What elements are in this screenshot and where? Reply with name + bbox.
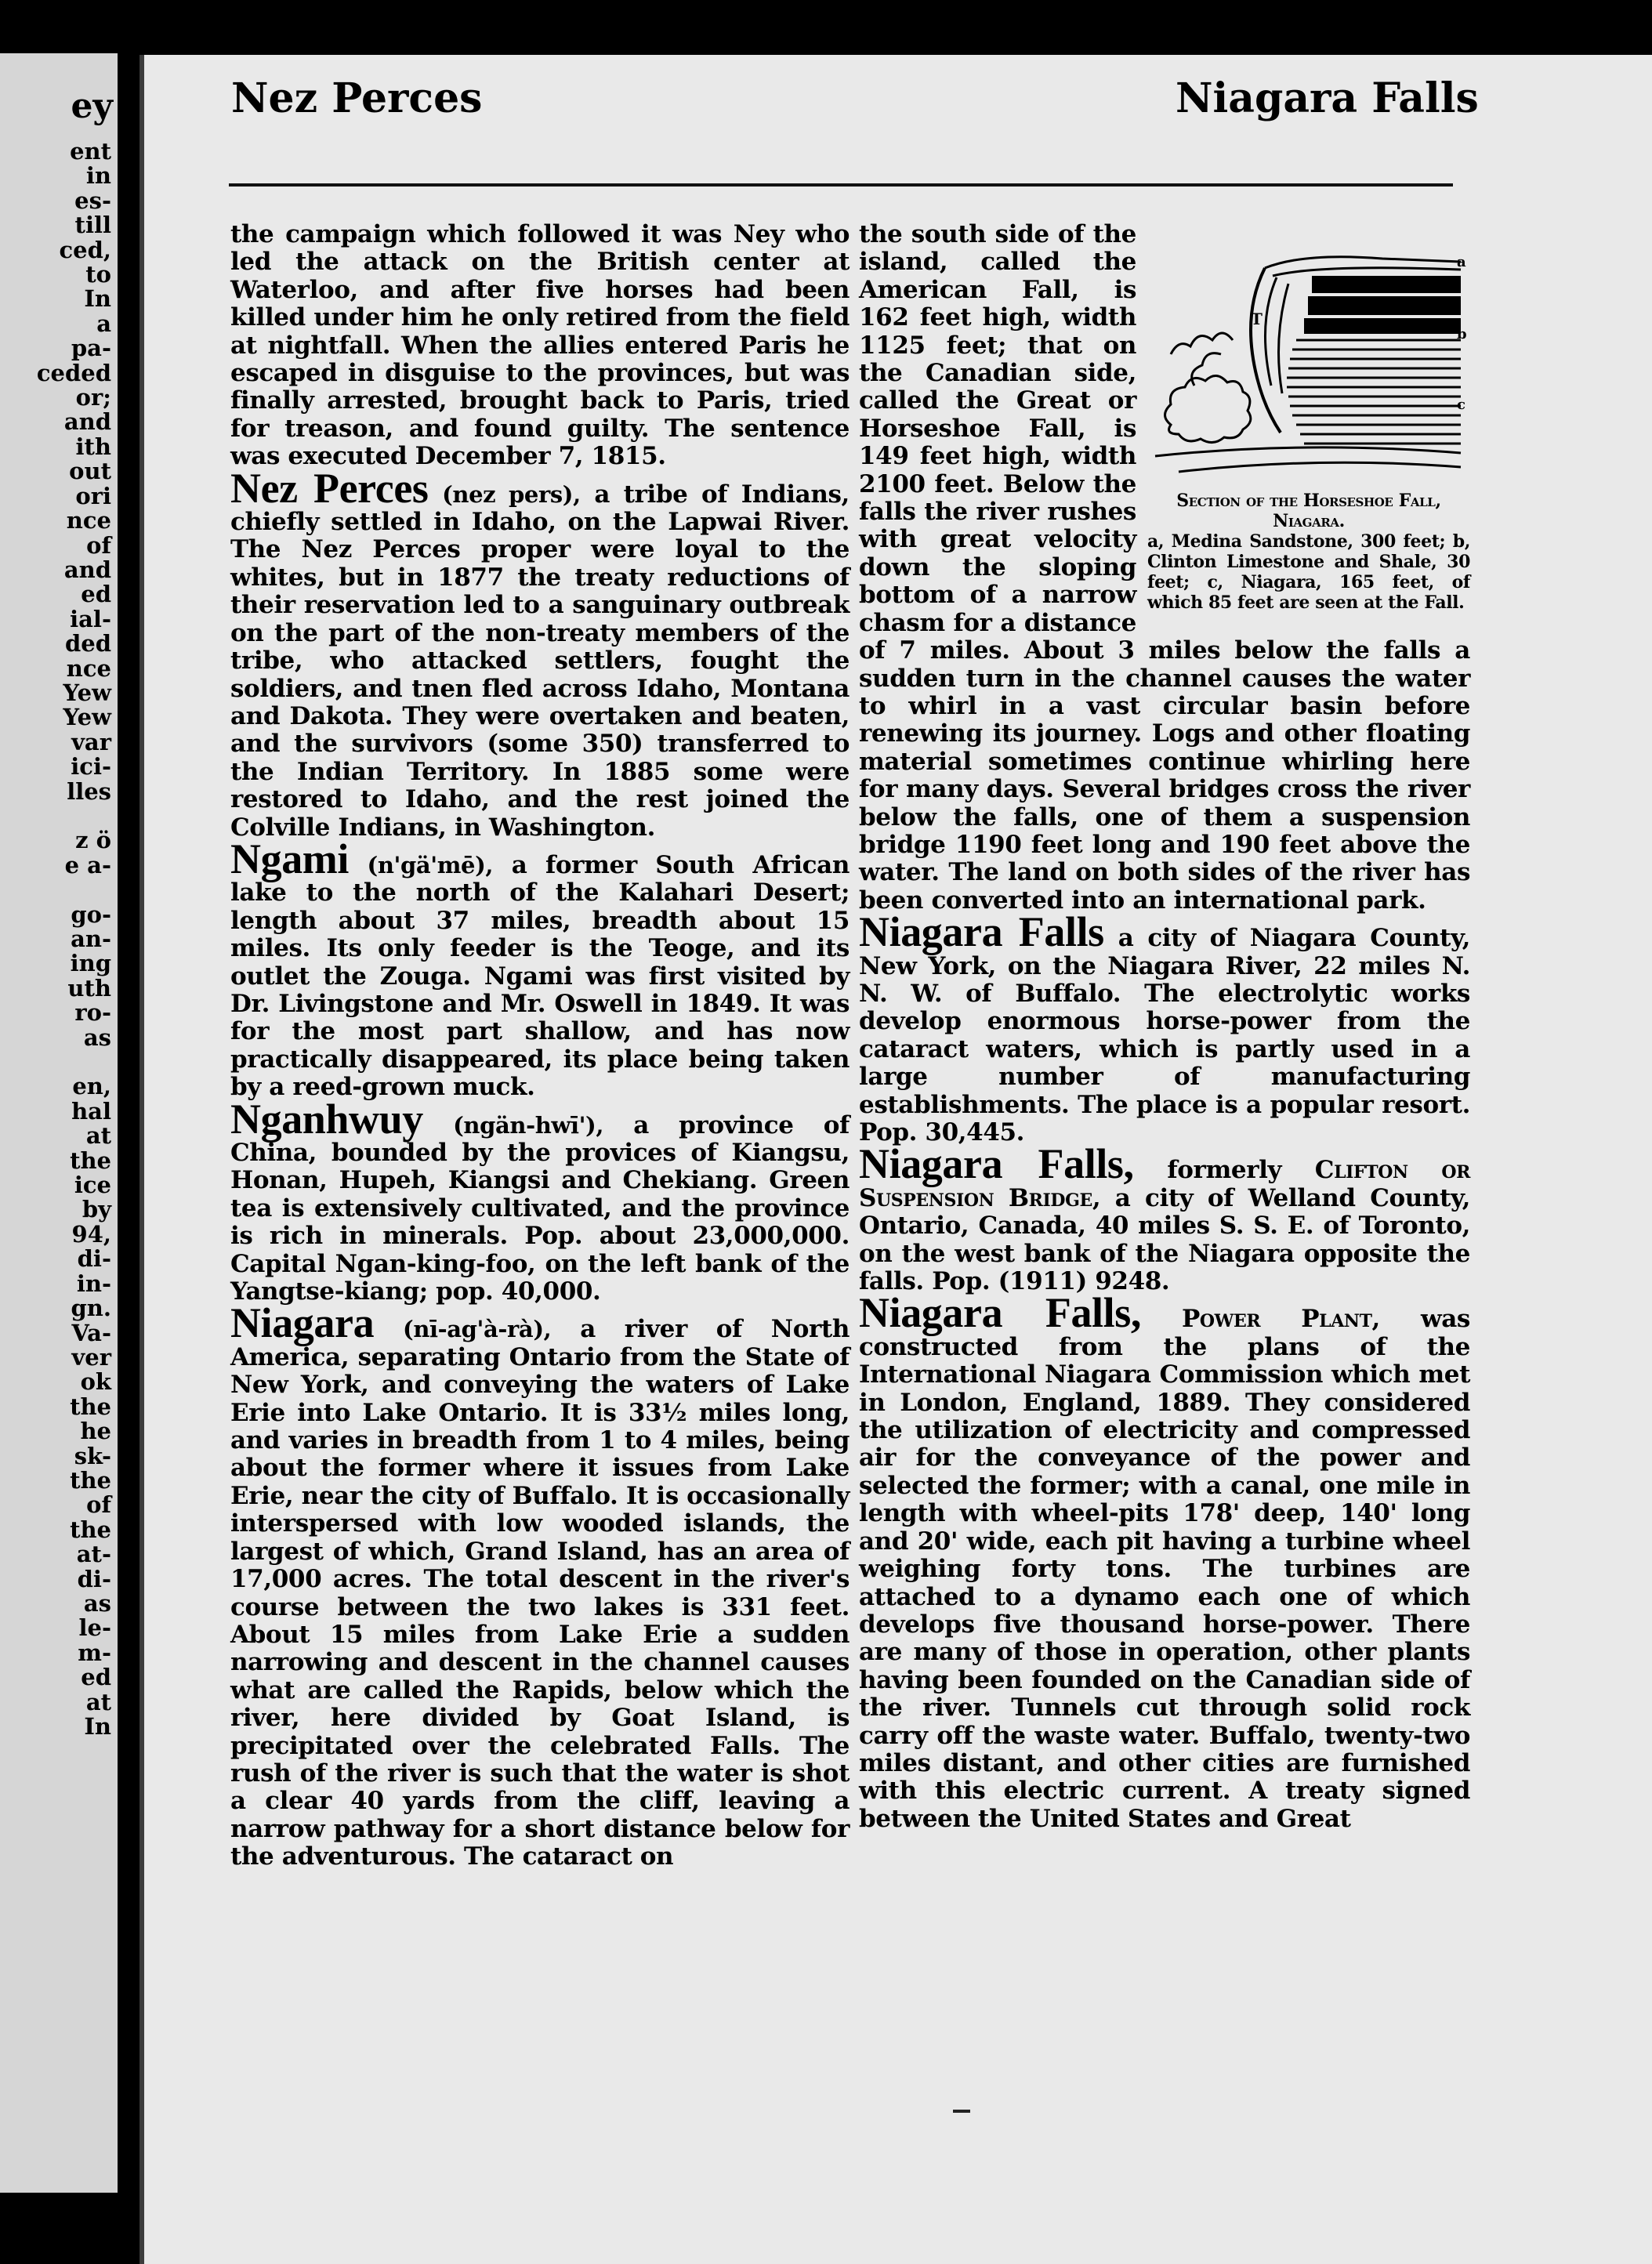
entry-text-prefix: formerly [1167, 1156, 1282, 1185]
footer-dash [953, 2110, 970, 2113]
previous-page-line-fragment: di- [77, 1245, 111, 1273]
right-column [859, 221, 1470, 1833]
entry-former-name: Clifton or Suspension Bridge, [859, 1156, 1471, 1212]
previous-page-line-fragment: In [84, 285, 111, 313]
entry-text: a river of North America, separating Ontario from the State of New York, and conveying the waters of Lake Erie into Lake Ontario. It is 33½ miles long, and varies in breadth from 1 to 4 miles, being about the former where it issues from Lake Erie, near the city of Buffalo. It is occasionally interspersed with low wooded islands, the largest of which, Grand Island, has an area of 17,000 acres. The total descent in the river's course between the two lakes is 331 feet. About 15 miles from Lake Erie a sudden narrowing and descent in the channel causes what are called the Rapids, below which the river, here divided by Goat Island, is precipitated over the celebrated Falls. The rush of the river is such that the water is shot a clear 40 yards from the cliff, leaving a narrow pathway for a short distance below for the adventurous. The cataract on [230, 1315, 850, 1871]
previous-page-line-fragment: he [80, 1418, 111, 1445]
previous-page-line-fragment: of [86, 531, 111, 559]
entry-text: a province of China, bounded by the provices of Kiangsu, Honan, Hupeh, Kiangsi and Chekiang. Green tea is extensively cultivated, and the province is rich in minerals. Pop. about 23,000,000. Capital Ngan-king-foo, on the left bank of the Yangtse-kiang; pop. 40,000. [230, 1110, 850, 1306]
previous-page-line-fragment [33, 1050, 111, 1074]
previous-page-line-fragment: Yew [63, 704, 111, 731]
previous-page-line-fragment: nce [66, 507, 111, 534]
left-column [230, 221, 850, 1871]
previous-page-line-fragment: ceded [36, 359, 111, 386]
previous-page-line-fragment: go- [71, 900, 111, 928]
previous-page-line-fragment: ed [81, 581, 111, 608]
svg-text:a: a [1457, 254, 1466, 270]
previous-page-line-fragment: the [70, 1146, 111, 1174]
previous-page-line-fragment: en, [72, 1073, 111, 1100]
horseshoe-fall-section-illustration [1147, 221, 1470, 487]
previous-page-line-fragment: pa- [71, 335, 111, 362]
previous-page-line-fragment: at [85, 1688, 111, 1715]
previous-page-line-fragment: z ö [75, 827, 111, 854]
previous-page-line-fragment: m- [78, 1639, 111, 1666]
previous-page-line-fragment: the [70, 1466, 111, 1494]
entry-text: a city of Niagara County, New York, on the Niagara River, 22 miles N. N. W. of Buffalo. The electrolytic works develop enormous horse-power from the cataract waters, which is partly used in a large number of manufacturing establishments. The place is a popular resort. Pop. 30,445. [859, 924, 1470, 1146]
header-rule [229, 183, 1453, 187]
previous-page-line-fragment: ded [64, 630, 111, 657]
entry-niagara [230, 1299, 850, 1871]
previous-page-line-fragment: gn. [71, 1295, 111, 1322]
previous-page-edge [0, 53, 118, 2193]
previous-page-line-fragment: ent [70, 138, 111, 165]
entry-text: was constructed from the plans of the International Niagara Commission which met in London, England, 1889. They considered the utilization of electricity and compressed air for the conveyance of the power and selected the former; with a canal, one mile in length with wheel-pits 178' deep, 140' long and 20' wide, each pit having a turbine wheel weighing forty tons. The turbines are attached to a dynamo each one of which develops five thousand horse-power. There are many of those in operation, other plants having been founded on the Canadian side of the river. Tunnels cut through solid rock carry off the waste water. Buffalo, twenty-two miles distant, and other cities are furnished with this electric current. A treaty signed between the United States and Great [859, 1305, 1470, 1833]
previous-page-line-fragment: as [83, 1589, 111, 1617]
previous-page-line-fragment: a [96, 310, 111, 337]
previous-page-line-fragment: at- [76, 1541, 111, 1568]
previous-page-line-fragment: the [70, 1516, 111, 1543]
previous-page-line-fragment: ice [74, 1172, 111, 1199]
previous-page-line-fragment: ver [71, 1343, 111, 1371]
previous-page-line-fragment: ith [75, 433, 111, 460]
previous-page-line-fragment: the [70, 1393, 111, 1420]
running-head-left: Nez Perces [231, 74, 483, 122]
previous-page-line-fragment: out [69, 458, 111, 485]
entry-term: Niagara Falls, [859, 1140, 1134, 1188]
previous-page-line-fragment: ok [80, 1368, 111, 1396]
running-head-right: Niagara Falls [1176, 74, 1479, 122]
entry-term: Niagara Falls [859, 908, 1104, 956]
entry-term: Nez Perces [230, 464, 429, 512]
previous-page-line-fragment: ial- [70, 605, 111, 632]
entry-pronunciation: (nī-ag'à-rà), [403, 1316, 552, 1343]
entry-niagara-falls-ny [859, 908, 1470, 1146]
previous-page-line-fragment: Yew [63, 679, 111, 706]
previous-page-line-fragment: and [63, 408, 111, 436]
entry-niagara-falls-ontario [859, 1140, 1471, 1296]
entry-text: a tribe of Indians, chiefly settled in Idaho, on the Lapwai River. The Nez Perces proper were loyal to the whites, but in 1877 the treaty reductions of their reservation led to a sanguinary outbreak on the part of the non-treaty members of the tribe, who attacked settlers, fought the soldiers, and tnen fled across Idaho, Montana and Dakota. They were overtaken and beaten, and the survivors (some 350) transferred to the Indian Territory. In 1885 some were restored to Idaho, and the rest joined the Colville Indians, in Washington. [230, 480, 850, 842]
previous-page-line-fragment: as [83, 1023, 111, 1051]
previous-page-line-fragment: hal [71, 1097, 111, 1125]
entry-niagara-falls-power-plant [859, 1289, 1470, 1833]
entry-pronunciation: (ngän-hwī'), [453, 1111, 604, 1139]
entry-term: Niagara Falls, [859, 1289, 1141, 1337]
previous-page-line-fragment: var [71, 728, 111, 755]
svg-text:b: b [1457, 326, 1467, 342]
previous-page-line-fragment: le- [78, 1614, 111, 1642]
previous-page-line-fragment: es- [74, 187, 111, 214]
entry-term: Nganhwuy [230, 1095, 423, 1143]
continuation-text: the campaign which followed it was Ney who led the attack on the British center at Waterloo, and after five horses had been killed under him he only retired from the field at nightfall. When the allies entered Paris he escaped in disguise to the provinces, but was finally arrested, brought back to Paris, tried for treason, and found guilty. The sentence was executed December 7, 1815. [230, 220, 850, 471]
previous-page-line-fragment: Va- [71, 1319, 111, 1346]
figure-title: Section of the Horseshoe Fall, Niagara. [1176, 491, 1441, 531]
previous-page-line-fragment: an- [71, 926, 111, 952]
previous-page-line-fragment: or; [75, 384, 111, 411]
previous-page-line-fragment [33, 804, 111, 828]
previous-page-line-fragment: sk- [74, 1442, 111, 1469]
previous-page-line-fragment: ed [81, 1664, 111, 1691]
previous-page-line-fragment: lles [67, 777, 111, 805]
previous-page-line-fragment: nce [66, 654, 111, 682]
entry-term: Ngami [230, 835, 349, 882]
page-gutter [139, 55, 144, 2264]
previous-page-line-fragment: e a- [64, 851, 111, 878]
previous-page-line-fragment: ing [70, 950, 111, 977]
previous-page-line-fragment: of [86, 1491, 111, 1519]
previous-page-line-fragment: ori [75, 482, 111, 509]
entry-ngami [230, 835, 850, 1102]
horseshoe-fall-figure [1147, 221, 1470, 613]
previous-page-line-fragment: at [85, 1122, 111, 1150]
entry-text: a former South African lake to the north of the Kalahari Desert; length about 37 miles, breadth about 15 miles. Its only feeder is the Teoge, and its outlet the Zouga. Ngami was first visited by Dr. Livingstone and Mr. Oswell in 1849. It was for the most part shallow, and has now practically disappeared, its place being taken by a reed-grown muck. [230, 850, 850, 1102]
svg-text:c: c [1457, 397, 1465, 413]
previous-page-line-fragment: and [63, 556, 111, 583]
entry-nez-perces [230, 464, 850, 842]
previous-page-line-fragment: di- [77, 1565, 111, 1592]
previous-page-line-fragment: uth [67, 974, 111, 1002]
previous-page-line-fragment: to [85, 261, 111, 288]
entry-text: a city of Welland County, Ontario, Canada, 40 miles S. S. E. of Toronto, on the west bank of the Niagara opposite the falls. Pop. (1911) 9248. [859, 1183, 1470, 1296]
figure-caption: a, Medina Sandstone, 300 feet; b, Clinton Limestone and Shale, 30 feet; c, Niagara, 165 feet, of which 85 feet are seen at the Fall. [1147, 531, 1470, 613]
previous-page-line-ends [33, 139, 111, 1739]
previous-page-line-fragment: 94, [71, 1220, 111, 1248]
previous-page-line-fragment [33, 878, 111, 902]
continuation-text: the south side of the island, called the American Fall, is 162 feet high, width 1125 feet; that on the Canadian side, called the Great or Horseshoe Fall, is 149 feet high, width 2100 feet. Below the falls the river rushes with great velocity down the sloping bottom of a narrow chasm for a distance of 7 miles. About 3 miles below the falls a sudden turn in the channel causes the water to whirl in a vast circular basin before renewing its journey. Logs and other floating material sometimes continue whirling here for many days. Several bridges cross the river below the falls, one of them a suspension bridge 1190 feet long and 190 feet above the water. The land on both sides of the river has been converted into an international park. [859, 220, 1470, 915]
figure-label: T [1251, 310, 1263, 328]
entry-nganhwuy [230, 1095, 850, 1306]
previous-page-line-fragment: ro- [74, 999, 111, 1027]
previous-page-line-fragment: ced, [59, 236, 111, 263]
previous-page-line-fragment: In [84, 1713, 111, 1740]
previous-page-header-fragment: ey [71, 86, 113, 126]
entry-pronunciation: (nez pers), [442, 480, 581, 508]
entry-term: Niagara [230, 1299, 375, 1347]
entry-subheading: Power Plant, [1181, 1305, 1380, 1334]
entry-pronunciation: (n'gä'mē), [367, 851, 494, 878]
previous-page-line-fragment: till [74, 212, 111, 239]
previous-page-line-fragment: in [85, 162, 111, 190]
previous-page-line-fragment: by [82, 1196, 111, 1223]
previous-page-line-fragment: in- [76, 1270, 111, 1297]
previous-page-line-fragment: ici- [71, 753, 111, 781]
